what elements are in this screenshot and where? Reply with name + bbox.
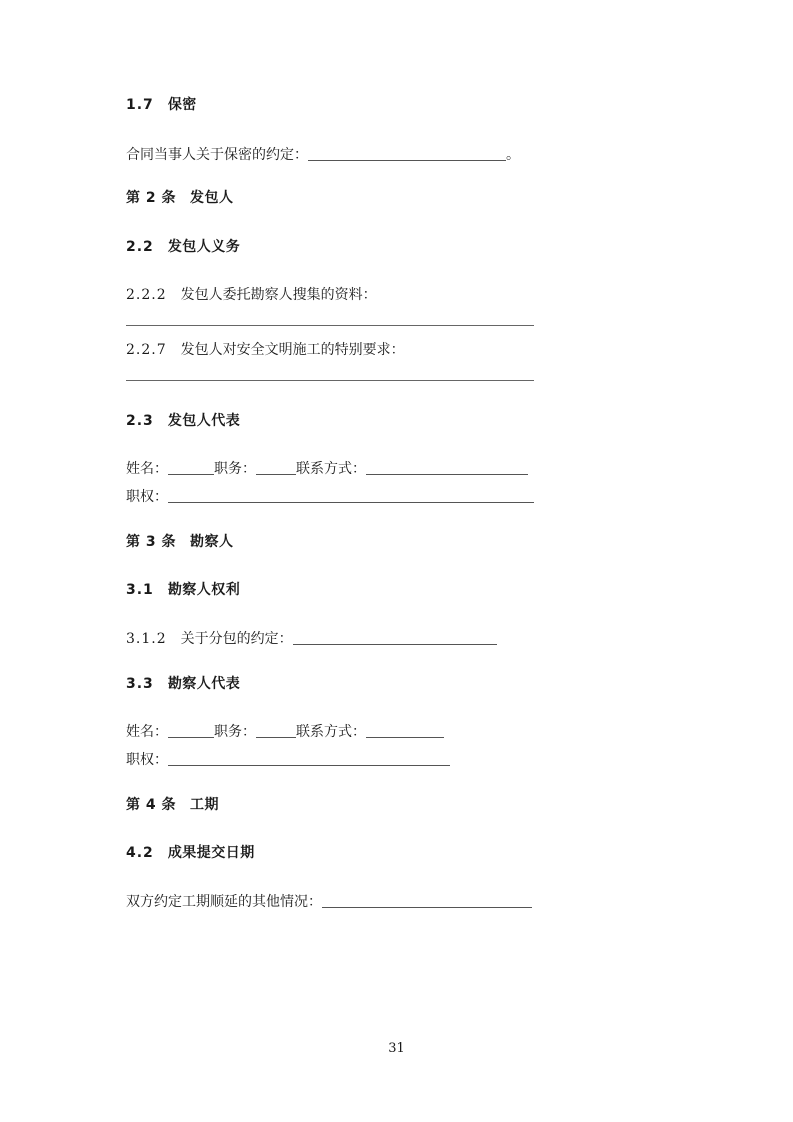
section-3-1-heading bbox=[126, 581, 240, 599]
name-blank[interactable] bbox=[168, 723, 214, 738]
authority-blank[interactable] bbox=[168, 751, 450, 766]
section-title: 发包人代表 bbox=[167, 413, 241, 429]
section-title: 勘察人权利 bbox=[167, 582, 241, 598]
clause-label: 合同当事人关于保密的约定： bbox=[126, 147, 308, 163]
clause-3-1-2 bbox=[126, 630, 497, 648]
contact-label: 联系方式： bbox=[296, 724, 366, 740]
extension-clause bbox=[126, 893, 532, 911]
clause-number: 2.2.7 bbox=[126, 342, 167, 358]
section-title: 保密 bbox=[167, 97, 197, 113]
section-number: 2.3 bbox=[126, 413, 154, 429]
position-label: 职务： bbox=[214, 724, 256, 740]
clause-number: 2.2.2 bbox=[126, 287, 167, 303]
article-number: 第 2 条 bbox=[126, 190, 176, 206]
article-title: 工期 bbox=[190, 797, 219, 813]
subcontract-blank[interactable] bbox=[293, 630, 497, 645]
confidentiality-blank[interactable] bbox=[308, 146, 506, 161]
position-blank[interactable] bbox=[256, 460, 296, 475]
section-number: 4.2 bbox=[126, 845, 154, 861]
article-4-heading bbox=[126, 796, 219, 814]
name-label: 姓名： bbox=[126, 724, 168, 740]
section-title: 勘察人代表 bbox=[167, 676, 241, 692]
section-number: 3.1 bbox=[126, 582, 154, 598]
confidentiality-clause bbox=[126, 146, 520, 164]
name-label: 姓名： bbox=[126, 461, 168, 477]
section-2-3-heading bbox=[126, 412, 240, 430]
section-number: 3.3 bbox=[126, 676, 154, 692]
name-blank[interactable] bbox=[168, 460, 214, 475]
section-4-2-heading bbox=[126, 844, 255, 862]
contact-blank[interactable] bbox=[366, 723, 444, 738]
article-2-heading bbox=[126, 189, 234, 207]
fill-in-line[interactable] bbox=[126, 380, 534, 381]
authority-label: 职权： bbox=[126, 489, 168, 505]
extension-blank[interactable] bbox=[322, 893, 532, 908]
clause-text: 关于分包的约定： bbox=[180, 631, 293, 647]
clause-2-2-7 bbox=[126, 341, 405, 359]
clause-label: 双方约定工期顺延的其他情况： bbox=[126, 894, 322, 910]
fill-in-line[interactable] bbox=[126, 325, 534, 326]
clause-2-2-2 bbox=[126, 286, 377, 304]
employer-rep-info bbox=[126, 460, 528, 478]
section-2-2-heading bbox=[126, 238, 240, 256]
employer-rep-authority bbox=[126, 488, 534, 506]
clause-suffix: 。 bbox=[506, 147, 520, 163]
section-number: 1.7 bbox=[126, 97, 154, 113]
surveyor-rep-authority bbox=[126, 751, 450, 769]
position-label: 职务： bbox=[214, 461, 256, 477]
page-number: 31 bbox=[388, 1041, 405, 1056]
clause-number: 3.1.2 bbox=[126, 631, 167, 647]
section-title: 成果提交日期 bbox=[167, 845, 255, 861]
authority-label: 职权： bbox=[126, 752, 168, 768]
section-title: 发包人义务 bbox=[167, 239, 241, 255]
position-blank[interactable] bbox=[256, 723, 296, 738]
authority-blank[interactable] bbox=[168, 488, 534, 503]
section-number: 2.2 bbox=[126, 239, 154, 255]
article-title: 发包人 bbox=[190, 190, 234, 206]
article-number: 第 4 条 bbox=[126, 797, 176, 813]
clause-text: 发包人委托勘察人搜集的资料： bbox=[180, 287, 377, 303]
article-number: 第 3 条 bbox=[126, 534, 176, 550]
article-3-heading bbox=[126, 533, 234, 551]
surveyor-rep-info bbox=[126, 723, 444, 741]
contact-label: 联系方式： bbox=[296, 461, 366, 477]
section-3-3-heading bbox=[126, 675, 240, 693]
section-1-7-heading bbox=[126, 96, 197, 114]
contact-blank[interactable] bbox=[366, 460, 528, 475]
article-title: 勘察人 bbox=[190, 534, 234, 550]
clause-text: 发包人对安全文明施工的特别要求： bbox=[180, 342, 405, 358]
